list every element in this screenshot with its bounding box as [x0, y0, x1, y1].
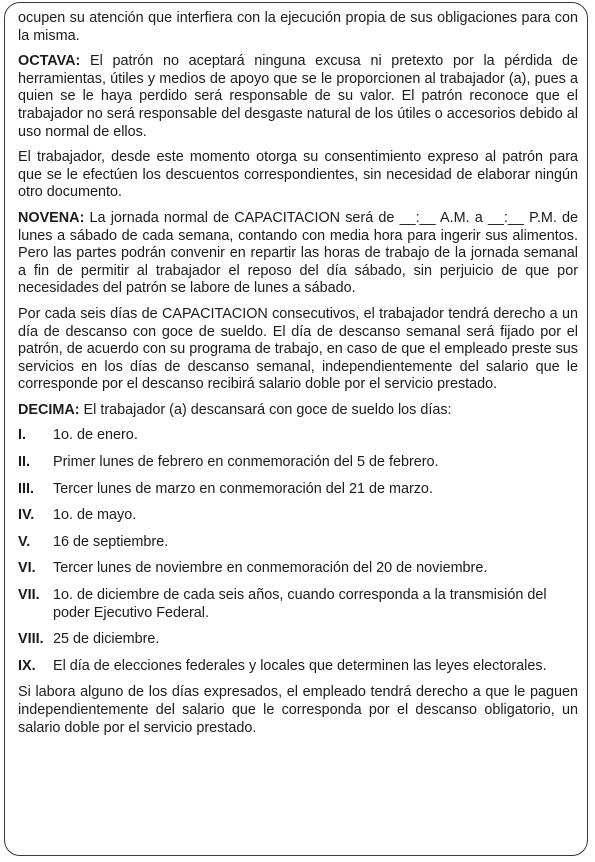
- holiday-number: V.: [18, 533, 31, 550]
- holiday-text: Tercer lunes de noviembre en conmemoración del 20 de noviembre.: [53, 560, 488, 577]
- holiday-number: VI.: [18, 560, 36, 577]
- holiday-text: El día de elecciones federales y locales que determinen las leyes electorales.: [53, 657, 547, 674]
- holiday-item: [18, 560, 578, 578]
- paragraph-closing: Si labora alguno de los días expresados, el empleado tendrá derecho a que le paguen independientemente del salario que le corresponda por el descanso obligatorio, un salario doble por el servicio prestado.: [18, 684, 578, 736]
- clause-label: OCTAVA:: [18, 53, 81, 70]
- paragraph-consent: El trabajador, desde este momento otorga su consentimiento expreso al patrón para que se le efectúen los descuentos correspondientes, sin necesidad de elaborar ningún otro documento.: [18, 149, 578, 201]
- holiday-text: 1o. de mayo.: [53, 507, 137, 524]
- clause-decima: [18, 402, 578, 420]
- paragraph-rest-days: Por cada seis días de CAPACITACION consecutivos, el trabajador tendrá derecho a un día de descanso con goce de sueldo. El día de descanso semanal será fijado por el patrón, de acuerdo con su programa de trabajo, en caso de que el empleado preste sus servicios en los días de descanso semanal, independientemente del salario que le corresponde por el descanso recibirá salario doble por el servicio prestado.: [18, 305, 578, 393]
- clause-octava: [18, 53, 578, 141]
- holiday-number: I.: [18, 427, 26, 444]
- clause-text: La jornada normal de CAPACITACION será de __:__ A.M. a __:__ P.M. de lunes a sábado de cada semana, contando con media hora para ingerir sus alimentos. Pero las partes podrán convenir en repartir las horas de trabajo de la jornada semanal a fin de permitir al trabajador el reposo del día sábado, sin perjuicio de que por necesidades del patrón se labore de lunes a sábado.: [18, 209, 578, 297]
- clause-label: NOVENA:: [18, 209, 85, 226]
- holiday-item: [18, 454, 578, 472]
- clause-novena: [18, 210, 578, 298]
- holiday-number: IX.: [18, 657, 36, 674]
- holiday-number: II.: [18, 454, 30, 471]
- holiday-item: [18, 507, 578, 525]
- holiday-item: [18, 481, 578, 499]
- holiday-item: [18, 631, 578, 649]
- clause-text: El trabajador (a) descansará con goce de sueldo los días:: [79, 401, 452, 418]
- holiday-list: [18, 427, 578, 675]
- clause-text: El patrón no aceptará ninguna excusa ni pretexto por la pérdida de herramientas, útiles y medios de apoyo que se le proporcionen al trabajador (a), pues a quien se le haya perdido será responsable de su valor. El patrón reconoce que el trabajador no será responsable del desgaste natural de los útiles o accesorios debido al uso normal de ellos.: [18, 53, 578, 140]
- holiday-item: [18, 658, 578, 676]
- holiday-number: VII.: [18, 587, 40, 604]
- holiday-text: 25 de diciembre.: [53, 631, 160, 648]
- holiday-item: [18, 587, 578, 622]
- holiday-number: VIII.: [18, 631, 44, 648]
- clause-label: DECIMA:: [18, 401, 80, 418]
- holiday-item: [18, 534, 578, 552]
- holiday-text: Tercer lunes de marzo en conmemoración del 21 de marzo.: [53, 480, 433, 497]
- paragraph-continuation: ocupen su atención que interfiera con la ejecución propia de sus obligaciones para con la misma.: [18, 10, 578, 44]
- holiday-text: 1o. de enero.: [53, 427, 138, 444]
- holiday-number: III.: [18, 480, 34, 497]
- holiday-item: [18, 427, 578, 445]
- holiday-text: 1o. de diciembre de cada seis años, cuando corresponda a la transmisión del poder Ejecutivo Federal.: [53, 587, 547, 621]
- holiday-number: IV.: [18, 507, 35, 524]
- holiday-text: Primer lunes de febrero en conmemoración del 5 de febrero.: [53, 454, 439, 471]
- contract-text: [18, 10, 578, 745]
- holiday-text: 16 de septiembre.: [53, 533, 169, 550]
